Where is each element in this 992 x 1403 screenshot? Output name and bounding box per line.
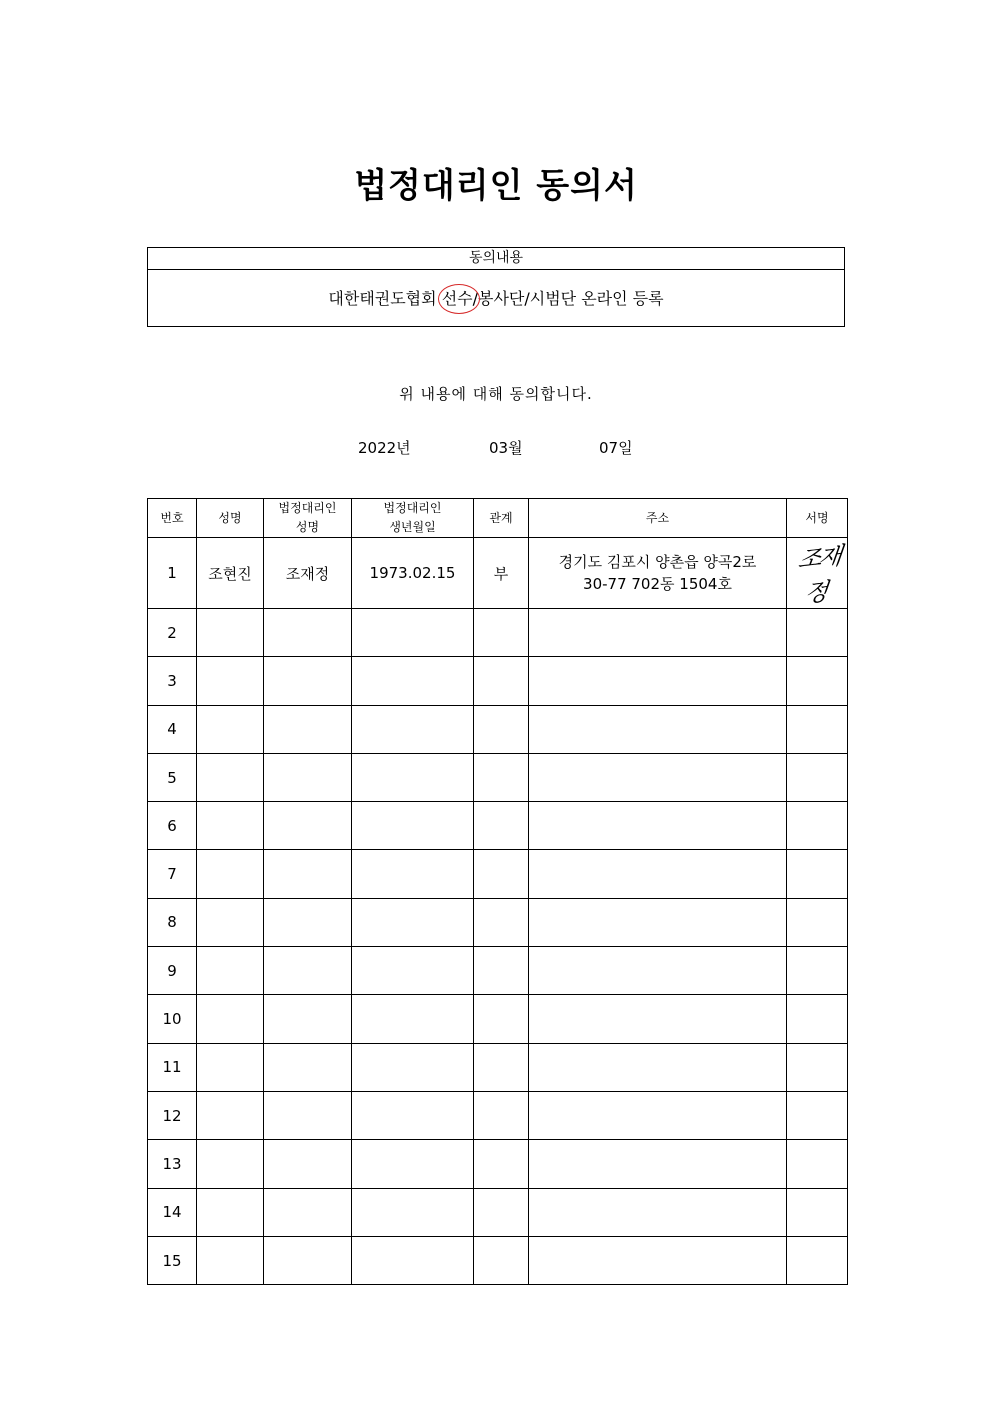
cell-relation [474,1091,529,1139]
cell-no: 6 [148,802,197,850]
cell-address [529,609,787,657]
cell-guardian-name [264,1140,352,1188]
handwritten-signature: 조재정 [796,542,841,608]
cell-guardian-birth: 1973.02.15 [352,538,474,609]
address-line1: 경기도 김포시 양촌읍 양곡2로 [558,553,757,571]
cell-no: 8 [148,898,197,946]
registration-table [147,498,848,1285]
cell-address [529,1140,787,1188]
cell-name [197,1140,264,1188]
cell-signature [787,850,848,898]
cell-guardian-birth [352,1188,474,1236]
cell-signature [787,657,848,705]
cell-relation [474,609,529,657]
cell-signature [787,947,848,995]
cell-guardian-name [264,1043,352,1091]
cell-guardian-birth [352,705,474,753]
cell-guardian-birth [352,753,474,801]
header-guardian-name-line1: 법정대리인 [278,501,337,515]
address-line2: 30-77 702동 1504호 [583,575,732,593]
cell-guardian-birth [352,898,474,946]
cell-name [197,705,264,753]
cell-relation [474,947,529,995]
cell-guardian-name [264,1188,352,1236]
cell-signature [787,898,848,946]
cell-relation [474,1140,529,1188]
cell-name [197,1091,264,1139]
cell-no: 3 [148,657,197,705]
cell-no: 5 [148,753,197,801]
cell-guardian-name [264,753,352,801]
table-row [148,1236,848,1284]
table-row [148,802,848,850]
cell-address [529,1091,787,1139]
consent-header: 동의내용 [148,248,844,270]
consent-text [148,270,844,327]
cell-no: 4 [148,705,197,753]
cell-relation [474,657,529,705]
cell-name [197,898,264,946]
cell-guardian-name [264,1236,352,1284]
header-guardian-birth-line1: 법정대리인 [383,501,442,515]
table-row [148,1043,848,1091]
cell-address [529,538,787,609]
cell-guardian-name [264,1091,352,1139]
cell-address [529,705,787,753]
cell-relation [474,705,529,753]
cell-guardian-birth [352,947,474,995]
table-row [148,753,848,801]
cell-guardian-birth [352,802,474,850]
header-guardian-name [264,499,352,538]
cell-guardian-name: 조재정 [264,538,352,609]
cell-guardian-birth [352,609,474,657]
cell-no: 11 [148,1043,197,1091]
consent-text-before: 대한태권도협회 [328,289,442,308]
consent-circled-option: 선수 [442,270,473,327]
cell-address [529,802,787,850]
header-name: 성명 [197,499,264,538]
table-row [148,609,848,657]
cell-signature [787,705,848,753]
table-row [148,898,848,946]
header-signature: 서명 [787,499,848,538]
cell-address [529,898,787,946]
date-day: 07일 [599,439,633,457]
header-guardian-name-line2: 성명 [295,520,320,534]
document-title: 법정대리인 동의서 [354,166,638,206]
cell-guardian-birth [352,850,474,898]
table-row [148,538,848,609]
cell-address [529,753,787,801]
cell-relation [474,850,529,898]
cell-signature [787,609,848,657]
cell-guardian-birth [352,1091,474,1139]
cell-address [529,1188,787,1236]
table-row [148,995,848,1043]
table-row [148,947,848,995]
cell-no: 9 [148,947,197,995]
consent-box [147,247,845,327]
cell-relation [474,1188,529,1236]
cell-address [529,995,787,1043]
cell-guardian-name [264,802,352,850]
table-row [148,1188,848,1236]
cell-name [197,1043,264,1091]
date-year: 2022년 [358,439,411,457]
cell-no: 7 [148,850,197,898]
cell-signature [787,1188,848,1236]
cell-no: 2 [148,609,197,657]
cell-no: 14 [148,1188,197,1236]
cell-name [197,753,264,801]
consent-text-after: /봉사단/시범단 온라인 등록 [472,289,664,308]
header-guardian-birth [352,499,474,538]
header-no: 번호 [148,499,197,538]
table-row [148,657,848,705]
cell-signature [787,1091,848,1139]
header-relation: 관계 [474,499,529,538]
cell-no: 1 [148,538,197,609]
cell-name [197,1188,264,1236]
date-month: 03월 [489,439,523,457]
cell-guardian-name [264,609,352,657]
table-row [148,705,848,753]
cell-guardian-birth [352,995,474,1043]
cell-signature [787,995,848,1043]
cell-name [197,850,264,898]
cell-relation [474,898,529,946]
cell-guardian-name [264,995,352,1043]
cell-guardian-name [264,947,352,995]
agree-statement: 위 내용에 대해 동의합니다. [399,385,593,403]
cell-relation: 부 [474,538,529,609]
cell-no: 10 [148,995,197,1043]
cell-no: 13 [148,1140,197,1188]
cell-guardian-birth [352,657,474,705]
cell-guardian-birth [352,1043,474,1091]
cell-guardian-name [264,850,352,898]
cell-name: 조현진 [197,538,264,609]
cell-no: 15 [148,1236,197,1284]
cell-name [197,802,264,850]
cell-signature [787,1236,848,1284]
cell-guardian-name [264,705,352,753]
table-row [148,1140,848,1188]
cell-guardian-name [264,657,352,705]
cell-relation [474,995,529,1043]
cell-relation [474,1236,529,1284]
cell-relation [474,753,529,801]
header-address: 주소 [529,499,787,538]
cell-name [197,1236,264,1284]
cell-guardian-birth [352,1236,474,1284]
cell-signature [787,1043,848,1091]
cell-relation [474,1043,529,1091]
table-header-row [148,499,848,538]
cell-guardian-name [264,898,352,946]
cell-signature [787,802,848,850]
cell-guardian-birth [352,1140,474,1188]
cell-name [197,995,264,1043]
table-row [148,1091,848,1139]
cell-relation [474,802,529,850]
cell-address [529,657,787,705]
cell-signature [787,753,848,801]
cell-address [529,850,787,898]
cell-address [529,1236,787,1284]
cell-name [197,657,264,705]
cell-address [529,1043,787,1091]
cell-name [197,947,264,995]
cell-signature [787,1140,848,1188]
cell-no: 12 [148,1091,197,1139]
cell-name [197,609,264,657]
header-guardian-birth-line2: 생년월일 [389,520,436,534]
cell-signature [787,538,848,609]
cell-address [529,947,787,995]
table-row [148,850,848,898]
